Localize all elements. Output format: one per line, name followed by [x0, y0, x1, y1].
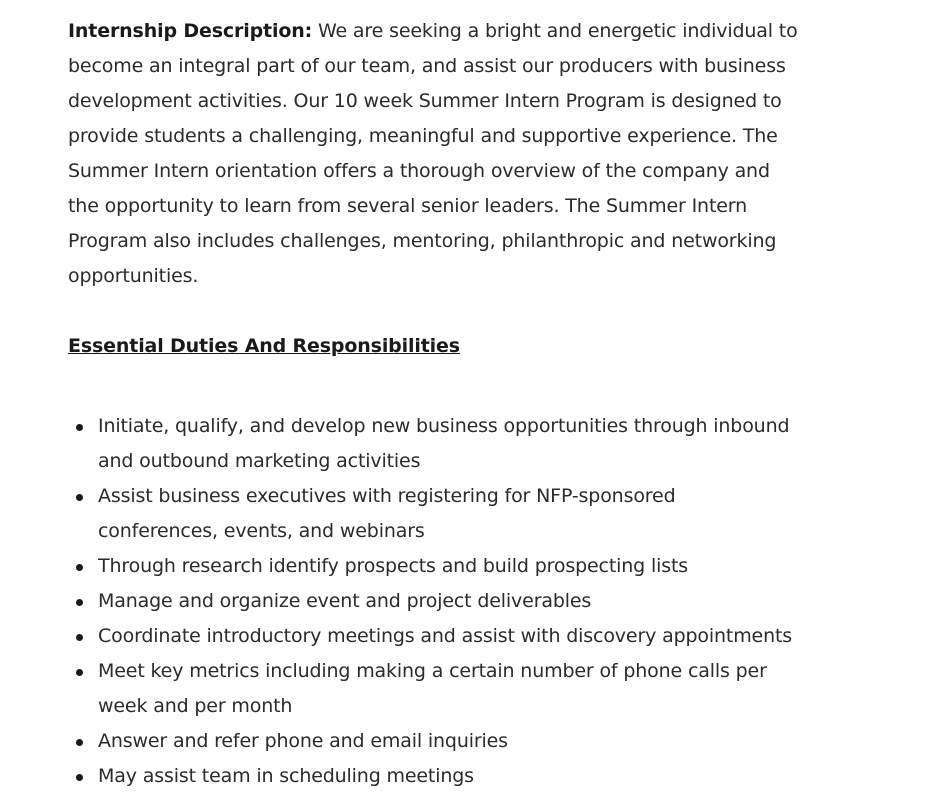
bullet-icon [76, 494, 83, 501]
duty-item [98, 584, 798, 619]
duty-text: Through research identify prospects and build prospecting lists [98, 555, 689, 577]
duties-list [68, 409, 798, 794]
internship-description [68, 14, 798, 294]
bullet-icon [76, 669, 83, 676]
duty-item [98, 549, 798, 584]
duty-item [98, 409, 798, 479]
job-description-content [68, 14, 798, 794]
bullet-icon [76, 564, 83, 571]
duty-item [98, 479, 798, 549]
duties-heading: Essential Duties And Responsibilities [68, 335, 460, 357]
duty-item [98, 759, 798, 794]
duty-item [98, 619, 798, 654]
bullet-icon [76, 739, 83, 746]
internship-description-label: Internship Description: [68, 20, 313, 42]
bullet-icon [76, 634, 83, 641]
duty-text: Assist business executives with registering for NFP-sponsored conferences, events, and webinars [98, 485, 676, 542]
duty-text: Coordinate introductory meetings and assist with discovery appointments [98, 625, 793, 647]
duty-item [98, 724, 798, 759]
bullet-icon [76, 774, 83, 781]
duty-text: Initiate, qualify, and develop new business opportunities through inbound and outbound marketing activities [98, 415, 790, 472]
duty-text: Meet key metrics including making a certain number of phone calls per week and per month [98, 660, 767, 717]
duty-text: Manage and organize event and project deliverables [98, 590, 592, 612]
duty-text: Answer and refer phone and email inquiries [98, 730, 508, 752]
bullet-icon [76, 424, 83, 431]
bullet-icon [76, 599, 83, 606]
duty-text: May assist team in scheduling meetings [98, 765, 474, 787]
internship-description-text: We are seeking a bright and energetic individual to become an integral part of our team, and assist our producers with business development activities. Our 10 week Summer Intern Program is designed to provide students a challenging, meaningful and supportive experience. The Summer Intern orientation offers a thorough overview of the company and the opportunity to learn from several senior leaders. The Summer Intern Program also includes challenges, mentoring, philanthropic and networking opportunities. [68, 20, 798, 287]
duty-item [98, 654, 798, 724]
